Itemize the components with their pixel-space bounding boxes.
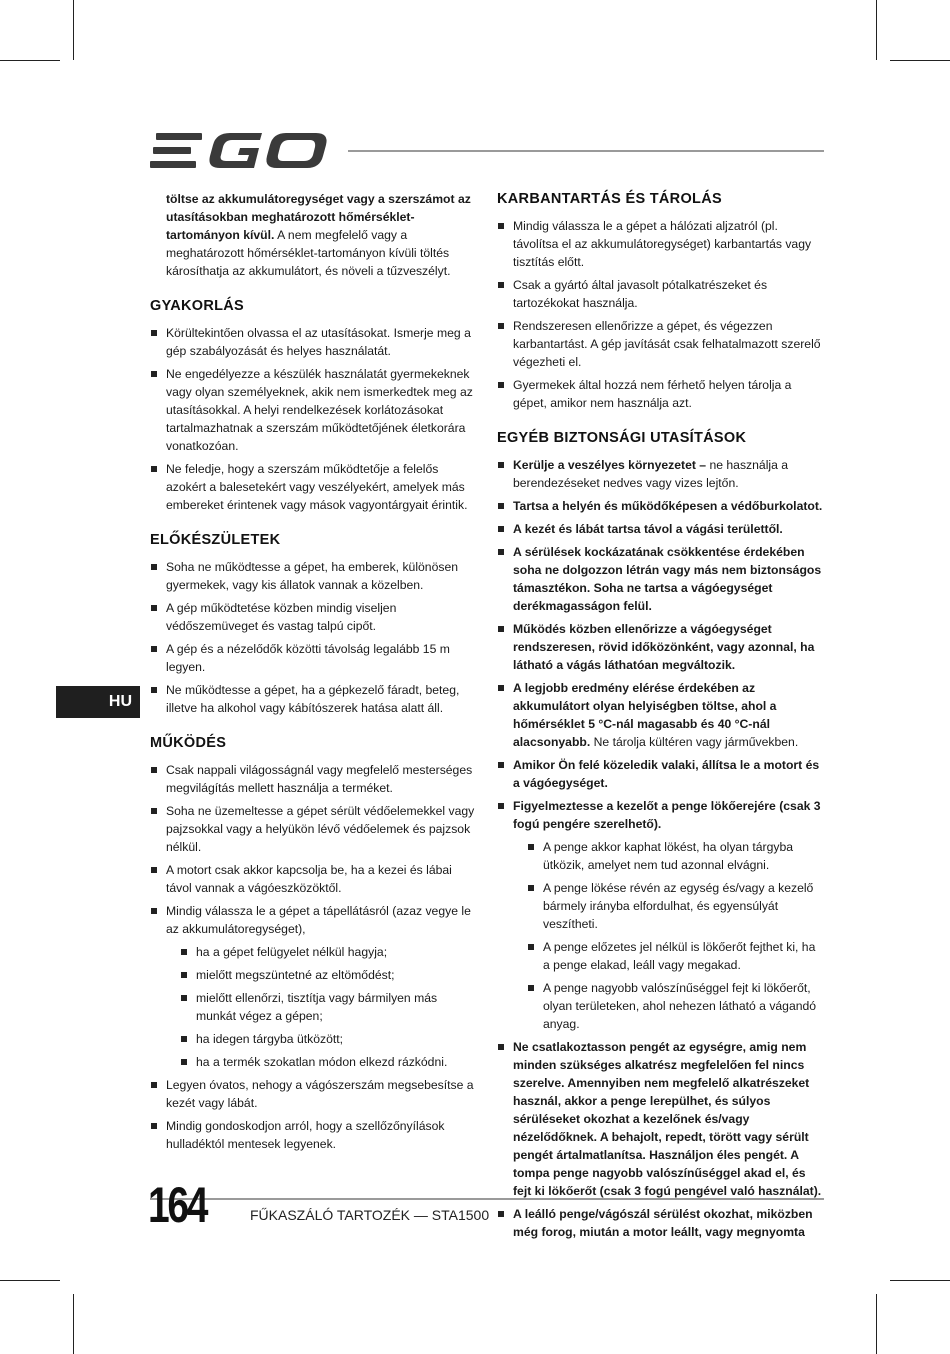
list-item: Csak nappali világosságnál vagy megfelelő mesterséges megvilágítás mellett használja a terméket. bbox=[150, 761, 478, 797]
page-number: 164 bbox=[148, 1177, 207, 1233]
right-column bbox=[497, 190, 825, 1246]
language-tab: HU bbox=[56, 686, 140, 718]
list-item-with-sublist bbox=[150, 902, 478, 1071]
list-item-text: Figyelmeztesse a kezelőt a penge lökőerejére (csak 3 fogú pengére szerelhető). bbox=[513, 799, 821, 831]
crop-mark bbox=[876, 1294, 877, 1354]
ego-logo bbox=[150, 131, 330, 171]
section-heading-mukodes: MŰKÖDÉS bbox=[150, 735, 227, 751]
list-item bbox=[497, 679, 825, 751]
list-item-bold: Kerülje a veszélyes környezetet – bbox=[513, 458, 707, 472]
egyeb-list bbox=[497, 456, 825, 1241]
list-item: Ne feledje, hogy a szerszám működtetője a felelős azokért a balesetekért vagy veszélyekért, amelyek más embereket érintenek vagy mások vagyontárgyait érintik. bbox=[150, 460, 478, 514]
left-column bbox=[150, 190, 478, 1158]
crop-mark bbox=[73, 1294, 74, 1354]
list-item-text: ne használja a berendezéseket nedves vagy vizes lejtőn. bbox=[513, 458, 789, 490]
list-item: Ne csatlakoztasson pengét az egységre, amig nem minden szükséges alkatrész megfelelően fel nincs szerelve. Amennyiben nem megfelelő alkatrészeket használ, akkor a penge lerepülhet, és súlyos sérüléseket okozhat a kezelőnek és/vagy nézelődőknek. A behajolt, repedt, törött vagy sérült pengét ártalmatlanítsa. Használjon éles pengét. A tompa penge nagyobb valószínűséggel akad el, és fejt ki lökőerőt (csak 3 fogú pengével való használat). bbox=[497, 1038, 825, 1200]
list-item: A gép működtetése közben mindig viseljen védőszemüveget és vastag talpú cipőt. bbox=[150, 599, 478, 635]
list-item: Rendszeresen ellenőrizze a gépet, és végezzen karbantartást. A gép javítását csak felhatalmazott szerelő végezheti el. bbox=[497, 317, 825, 371]
section-heading-elokeszuletek: ELŐKÉSZÜLETEK bbox=[150, 532, 281, 548]
list-item: A kezét és lábát tartsa távol a vágási területtől. bbox=[497, 520, 825, 538]
list-item bbox=[497, 456, 825, 492]
list-item: Tartsa a helyén és működőképesen a védőburkolatot. bbox=[497, 497, 825, 515]
crop-mark bbox=[0, 60, 60, 61]
lead-text: A nem megfelelő vagy a meghatározott hőmérséklet-tartományon kívüli töltés károsíthatja az akkumulátort, és növeli a tűzveszélyt. bbox=[166, 228, 451, 278]
list-item: Amikor Ön felé közeledik valaki, állítsa le a motort és a vágóegységet. bbox=[497, 756, 825, 792]
sub-list-item: ha idegen tárgyba ütközött; bbox=[180, 1030, 478, 1048]
list-item-text: Ne tárolja kültéren vagy járművekben. bbox=[590, 735, 799, 749]
sub-list-item: A penge nagyobb valószínűséggel fejt ki lökőerőt, olyan területeken, ahol nehezen látható a vágandó anyag. bbox=[527, 979, 825, 1033]
list-item: Csak a gyártó által javasolt pótalkatrészeket és tartozékokat használja. bbox=[497, 276, 825, 312]
header-rule bbox=[348, 150, 824, 152]
list-item: Soha ne üzemeltesse a gépet sérült védőelemekkel vagy pajzsokkal vagy a helyükön lévő védőelemek és pajzsok nélkül. bbox=[150, 802, 478, 856]
sub-list-item: A penge előzetes jel nélkül is lökőerőt fejthet ki, ha a penge elakad, leáll vagy megakad. bbox=[527, 938, 825, 974]
section-heading-egyeb: EGYÉB BIZTONSÁGI UTASÍTÁSOK bbox=[497, 430, 747, 446]
list-item-with-sublist bbox=[497, 797, 825, 1033]
list-item-bold: A legjobb eredmény elérése érdekében az akkumulátort olyan helyiségben töltse, ahol a hőmérséklet 5 °C-nál magasabb és 40 °C-nál alacsonyabb. bbox=[513, 681, 777, 749]
list-item: Körültekintően olvassa el az utasításokat. Ismerje meg a gép szabályozását és helyes használatát. bbox=[150, 324, 478, 360]
list-item: A motort csak akkor kapcsolja be, ha a kezei és lábai távol vannak a vágóeszközöktől. bbox=[150, 861, 478, 897]
list-item: Gyermekek által hozzá nem férhető helyen tárolja a gépet, amikor nem használja azt. bbox=[497, 376, 825, 412]
karbantartas-list bbox=[497, 217, 825, 412]
list-item: Legyen óvatos, nehogy a vágószerszám megsebesítse a kezét vagy lábát. bbox=[150, 1076, 478, 1112]
footer-title: FŰKASZÁLÓ TARTOZÉK — STA1500 bbox=[250, 1207, 490, 1223]
gyakorlas-list bbox=[150, 324, 478, 514]
lead-bold: töltse az akkumulátoregységet vagy a szerszámot az utasításokban meghatározott hőmérséklet-tartományon kívül. bbox=[166, 192, 471, 242]
footer-rule bbox=[150, 1198, 824, 1200]
sub-list-item: A penge lökése révén az egység és/vagy a kezelő bármely irányba elfordulhat, és egyensúlyát veszítheti. bbox=[527, 879, 825, 933]
list-item: A leálló penge/vágószál sérülést okozhat, miközben még forog, miután a motor leállt, vagy megnyomta bbox=[497, 1205, 825, 1241]
list-item-text: Mindig válassza le a gépet a tápellátásról (azaz vegye le az akkumulátoregységet), bbox=[166, 904, 471, 936]
list-item: Ne működtesse a gépet, ha a gépkezelő fáradt, beteg, illetve ha alkohol vagy kábítószerek hatása alatt áll. bbox=[150, 681, 478, 717]
sub-list bbox=[166, 943, 478, 1071]
elokeszuletek-list bbox=[150, 558, 478, 717]
list-item: Ne engedélyezze a készülék használatát gyermekeknek vagy olyan személyeknek, akik nem ismerkedtek meg az utasításokkal. A helyi rendelkezések korlátozásokat tartalmazhatnak a szerszám működtetőjének életkorára vonatkozóan. bbox=[150, 365, 478, 455]
sub-list bbox=[513, 838, 825, 1033]
crop-mark bbox=[890, 60, 950, 61]
sub-list-item: ha a termék szokatlan módon elkezd rázkódni. bbox=[180, 1053, 478, 1071]
list-item: Működés közben ellenőrizze a vágóegységet rendszeresen, rövid időközönként, vagy azonnal, ha látható a vágás láthatóan megváltozik. bbox=[497, 620, 825, 674]
sub-list-item: ha a gépet felügyelet nélkül hagyja; bbox=[180, 943, 478, 961]
crop-mark bbox=[876, 0, 877, 60]
section-heading-karbantartas: KARBANTARTÁS ÉS TÁROLÁS bbox=[497, 191, 722, 207]
sub-list-item: mielőtt ellenőrzi, tisztítja vagy bármilyen más munkát végez a gépen; bbox=[180, 989, 478, 1025]
list-item: Mindig válassza le a gépet a hálózati aljzatról (pl. távolítsa el az akkumulátoregységet) karbantartás vagy tisztítás előtt. bbox=[497, 217, 825, 271]
sub-list-item: mielőtt megszüntetné az eltömődést; bbox=[180, 966, 478, 984]
list-item: A gép és a nézelődők közötti távolság legalább 15 m legyen. bbox=[150, 640, 478, 676]
crop-mark bbox=[73, 0, 74, 60]
list-item: Mindig gondoskodjon arról, hogy a szellőzőnyílások hulladéktól mentesek legyenek. bbox=[150, 1117, 478, 1153]
crop-mark bbox=[0, 1280, 60, 1281]
list-item: Soha ne működtesse a gépet, ha emberek, különösen gyermekek, vagy kis állatok vannak a közelben. bbox=[150, 558, 478, 594]
mukodes-list bbox=[150, 761, 478, 1153]
lead-paragraph bbox=[150, 190, 478, 280]
section-heading-gyakorlas: GYAKORLÁS bbox=[150, 298, 245, 314]
crop-mark bbox=[890, 1280, 950, 1281]
list-item: A sérülések kockázatának csökkentése érdekében soha ne dolgozzon létrán vagy más nem biztonságos támasztékon. Soha ne tartsa a vágóegységet derékmagasságon felül. bbox=[497, 543, 825, 615]
sub-list-item: A penge akkor kaphat lökést, ha olyan tárgyba ütközik, amelyet nem tud azonnal elvágni. bbox=[527, 838, 825, 874]
